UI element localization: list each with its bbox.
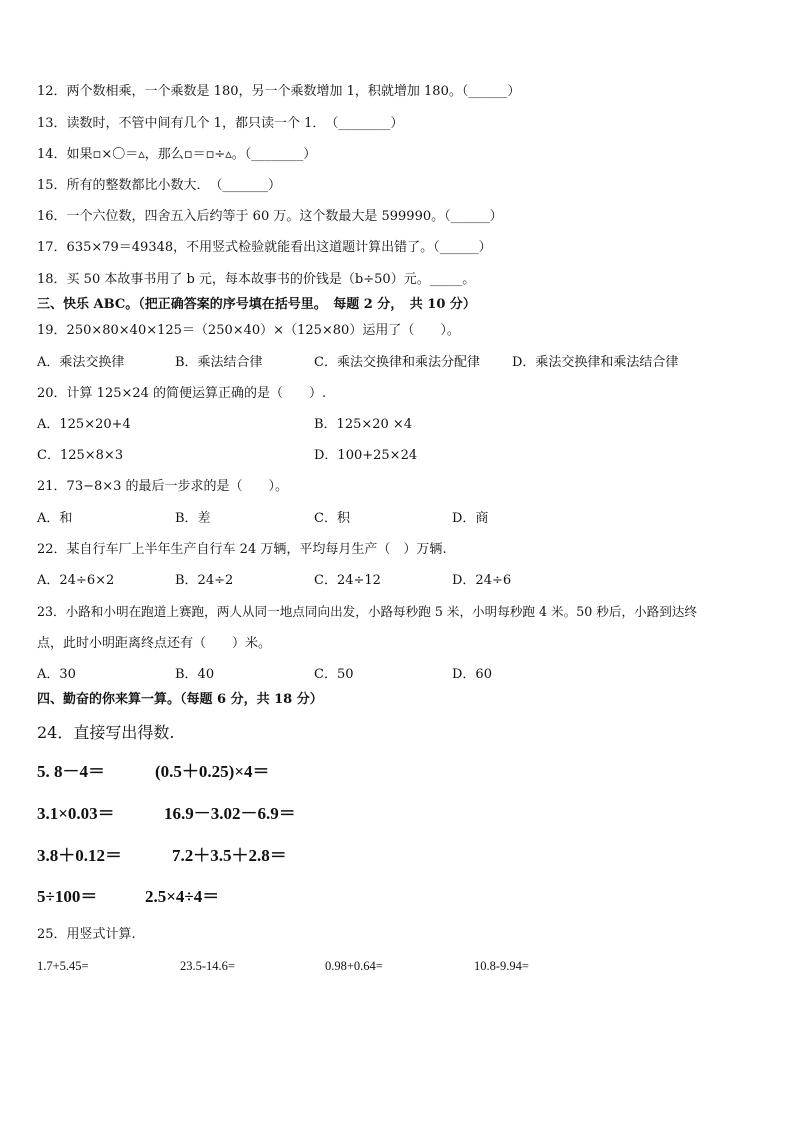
q24-expr-1a: 5. 8－4＝ xyxy=(37,762,105,781)
q24-expr-4a: 5÷100＝ xyxy=(37,887,98,906)
question-12: 12．两个数相乘，一个乘数是 180，另一个乘数增加 1，积就增加 180。（______） xyxy=(37,84,521,99)
q19-option-c: C．乘法交换律和乘法分配律 xyxy=(314,355,480,370)
question-22-stem: 22．某自行车厂上半年生产自行车 24 万辆，平均每月生产（ ）万辆. xyxy=(37,542,447,557)
question-16: 16．一个六位数，四舍五入后约等于 60 万。这个数最大是 599990。（______） xyxy=(37,209,503,224)
q24-expr-2b: 16.9－3.02－6.9＝ xyxy=(164,804,296,823)
q19-option-b: B．乘法结合律 xyxy=(175,355,263,370)
q23-option-a: A．30 xyxy=(37,667,76,682)
q24-expr-2a: 3.1×0.03＝ xyxy=(37,804,115,823)
question-23-stem-line-1: 23．小路和小明在跑道上赛跑，两人从同一地点同向出发，小路每秒跑 5 米，小明每秒跑 4 米。50 秒后，小路到达终 xyxy=(37,604,697,619)
question-19-stem: 19．250×80×40×125＝（250×40）×（125×80）运用了（ ）。 xyxy=(37,323,460,338)
question-18: 18．买 50 本故事书用了 b 元，每本故事书的价钱是（b÷50）元。_____。 xyxy=(37,272,476,287)
question-17: 17．635×79＝49348，不用竖式检验就能看出这道题计算出错了。（______） xyxy=(37,240,492,255)
question-13: 13．读数时，不管中间有几个 1，都只读一个 1． （________） xyxy=(37,116,404,131)
q21-option-b: B．差 xyxy=(175,511,211,526)
q22-option-b: B．24÷2 xyxy=(175,573,234,588)
q23-option-d: D．60 xyxy=(452,667,492,682)
q24-expr-4b: 2.5×4÷4＝ xyxy=(145,887,220,906)
q22-option-d: D．24÷6 xyxy=(452,573,512,588)
q20-option-b: B．125×20 ×4 xyxy=(314,417,413,432)
section-4-title: 四、勤奋的你来算一算。（每题 6 分，共 18 分） xyxy=(37,692,323,707)
q25-item-4: 10.8-9.94= xyxy=(474,959,529,973)
q22-option-c: C．24÷12 xyxy=(314,573,381,588)
question-15: 15．所有的整数都比小数大． （_______） xyxy=(37,178,282,193)
q19-option-a: A．乘法交换律 xyxy=(37,355,125,370)
q20-option-a: A．125×20+4 xyxy=(37,417,131,432)
q21-option-c: C．积 xyxy=(314,511,350,526)
q23-option-c: C．50 xyxy=(314,667,354,682)
section-3-title: 三、快乐 ABC。（把正确答案的序号填在括号里。 每题 2 分， 共 10 分） xyxy=(37,297,476,312)
q21-option-d: D．商 xyxy=(452,511,489,526)
q24-expr-3a: 3.8＋0.12＝ xyxy=(37,846,122,865)
q24-expr-3b: 7.2＋3.5＋2.8＝ xyxy=(172,846,287,865)
question-20-stem: 20．计算 125×24 的简便运算正确的是（ ）. xyxy=(37,386,327,401)
q21-option-a: A．和 xyxy=(37,511,73,526)
q20-option-d: D．100+25×24 xyxy=(314,448,418,463)
q25-item-1: 1.7+5.45= xyxy=(37,959,89,973)
q19-option-d: D．乘法交换律和乘法结合律 xyxy=(512,355,679,370)
question-25-stem: 25．用竖式计算. xyxy=(37,927,136,942)
question-21-stem: 21．73−8×3 的最后一步求的是（ ）。 xyxy=(37,479,289,494)
q23-option-b: B．40 xyxy=(175,667,215,682)
q20-option-c: C．125×8×3 xyxy=(37,448,124,463)
question-23-stem-line-2: 点，此时小明距离终点还有（ ）米。 xyxy=(37,636,272,651)
q25-item-2: 23.5-14.6= xyxy=(180,959,235,973)
q24-expr-1b: (0.5＋0.25)×4＝ xyxy=(155,762,270,781)
question-14: 14．如果▫×〇＝▵，那么▫＝▫÷▵。（________） xyxy=(37,147,317,162)
q25-item-3: 0.98+0.64= xyxy=(325,959,383,973)
q22-option-a: A．24÷6×2 xyxy=(37,573,115,588)
question-24-stem: 24．直接写出得数. xyxy=(37,723,175,742)
